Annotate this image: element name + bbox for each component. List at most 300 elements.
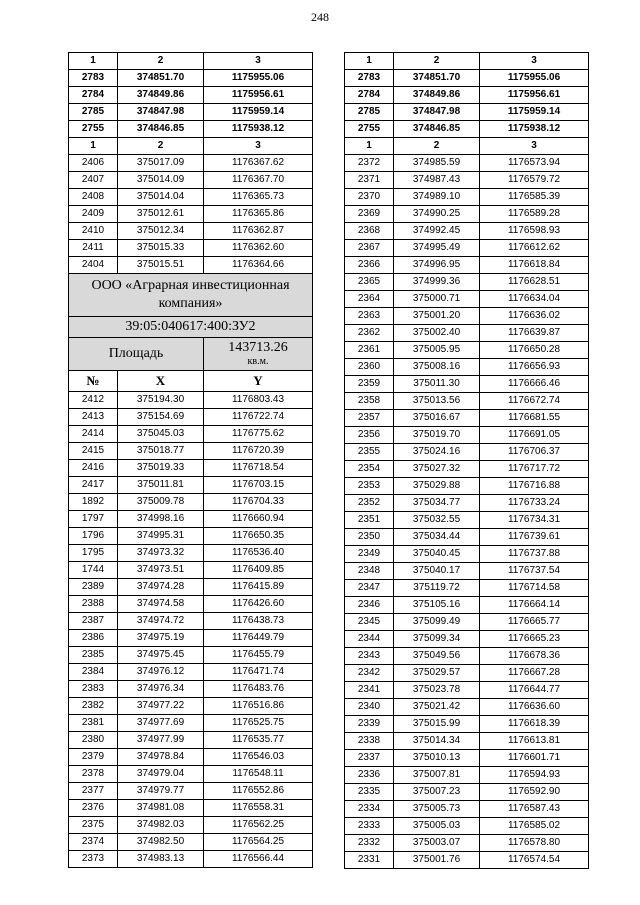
x-coordinate: 375005.95 <box>394 342 480 359</box>
y-coordinate: 1176618.39 <box>480 716 589 733</box>
table-row <box>69 630 313 647</box>
y-coordinate: 1176598.93 <box>480 223 589 240</box>
y-coordinate: 1176585.02 <box>480 818 589 835</box>
x-coordinate: 374978.84 <box>118 749 204 766</box>
table-row <box>345 189 589 206</box>
x-coordinate: 374849.86 <box>394 87 480 104</box>
area-value: 143713.26 <box>228 340 288 355</box>
y-coordinate: 1176634.04 <box>480 291 589 308</box>
table-row <box>345 155 589 172</box>
point-number: 2359 <box>345 376 394 393</box>
point-number: 2408 <box>69 189 118 206</box>
table-row <box>345 223 589 240</box>
y-coordinate: 1176739.61 <box>480 529 589 546</box>
x-coordinate: 375005.73 <box>394 801 480 818</box>
point-number: 2366 <box>345 257 394 274</box>
y-coordinate: 1176667.28 <box>480 665 589 682</box>
table-row <box>345 87 589 104</box>
point-number: 2387 <box>69 613 118 630</box>
point-number: 2389 <box>69 579 118 596</box>
table-row <box>345 461 589 478</box>
point-number: 2356 <box>345 427 394 444</box>
x-coordinate: 375019.70 <box>394 427 480 444</box>
x-coordinate: 374995.49 <box>394 240 480 257</box>
y-coordinate: 1176734.31 <box>480 512 589 529</box>
point-number: 2367 <box>345 240 394 257</box>
point-number: 2384 <box>69 664 118 681</box>
column-header-2: 2 <box>394 53 480 70</box>
x-coordinate: 374995.31 <box>118 528 204 545</box>
point-number: 2785 <box>69 104 118 121</box>
table-row <box>345 801 589 818</box>
table-row <box>69 70 313 87</box>
y-coordinate: 1176691.05 <box>480 427 589 444</box>
y-coordinate: 1176722.74 <box>204 409 313 426</box>
y-coordinate: 1176409.85 <box>204 562 313 579</box>
table-row <box>345 240 589 257</box>
point-number: 2332 <box>345 835 394 852</box>
table-row <box>345 53 589 70</box>
column-header-1: 1 <box>69 138 118 155</box>
point-number: 2380 <box>69 732 118 749</box>
x-coordinate: 375007.23 <box>394 784 480 801</box>
table-row <box>345 767 589 784</box>
point-number: 2378 <box>69 766 118 783</box>
point-number: 2370 <box>345 189 394 206</box>
x-coordinate: 375007.81 <box>394 767 480 784</box>
x-coordinate: 375014.34 <box>394 733 480 750</box>
y-coordinate: 1176612.62 <box>480 240 589 257</box>
y-coordinate: 1176455.79 <box>204 647 313 664</box>
y-coordinate: 1176703.15 <box>204 477 313 494</box>
table-row <box>69 392 313 409</box>
point-number: 2361 <box>345 342 394 359</box>
x-coordinate: 375040.17 <box>394 563 480 580</box>
x-coordinate: 375029.88 <box>394 478 480 495</box>
area-unit: кв.м. <box>247 356 269 367</box>
x-coordinate: 375001.20 <box>394 308 480 325</box>
table-row <box>345 274 589 291</box>
table-row <box>345 478 589 495</box>
table-row <box>69 409 313 426</box>
table-row <box>69 240 313 257</box>
point-number: 2783 <box>69 70 118 87</box>
company-name: ООО «Аграрная инвестиционная компания» <box>69 274 313 317</box>
point-number: 2385 <box>69 647 118 664</box>
point-number: 2343 <box>345 648 394 665</box>
page-number: 248 <box>311 10 329 24</box>
point-number: 2377 <box>69 783 118 800</box>
x-coordinate: 374977.69 <box>118 715 204 732</box>
x-coordinate: 374974.72 <box>118 613 204 630</box>
point-number: 2375 <box>69 817 118 834</box>
y-coordinate: 1176665.23 <box>480 631 589 648</box>
x-coordinate: 375005.03 <box>394 818 480 835</box>
x-coordinate: 374977.99 <box>118 732 204 749</box>
y-coordinate: 1176516.86 <box>204 698 313 715</box>
table-row <box>345 614 589 631</box>
y-coordinate: 1176650.35 <box>204 528 313 545</box>
table-row <box>345 665 589 682</box>
x-coordinate: 375012.61 <box>118 206 204 223</box>
x-coordinate: 375002.40 <box>394 325 480 342</box>
x-coordinate: 374985.59 <box>394 155 480 172</box>
y-coordinate: 1176717.72 <box>480 461 589 478</box>
y-coordinate: 1175955.06 <box>480 70 589 87</box>
x-coordinate: 374976.12 <box>118 664 204 681</box>
y-coordinate: 1175959.14 <box>480 104 589 121</box>
y-coordinate: 1176574.54 <box>480 852 589 869</box>
table-row <box>69 698 313 715</box>
point-number: 2785 <box>345 104 394 121</box>
table-row <box>69 172 313 189</box>
table-row <box>69 817 313 834</box>
point-number: 2373 <box>69 851 118 868</box>
x-coordinate: 374846.85 <box>394 121 480 138</box>
point-number: 2355 <box>345 444 394 461</box>
point-number: 2784 <box>69 87 118 104</box>
table-row <box>345 529 589 546</box>
table-row <box>345 308 589 325</box>
left-coordinate-table <box>68 52 313 868</box>
table-row <box>345 546 589 563</box>
y-coordinate: 1176587.43 <box>480 801 589 818</box>
y-coordinate: 1176578.80 <box>480 835 589 852</box>
point-number: 2339 <box>345 716 394 733</box>
table-row <box>345 359 589 376</box>
x-coordinate: 374982.50 <box>118 834 204 851</box>
point-number: 2376 <box>69 800 118 817</box>
x-coordinate: 375010.13 <box>394 750 480 767</box>
point-number: 2334 <box>345 801 394 818</box>
column-header-3: 3 <box>480 138 589 155</box>
x-coordinate: 375027.32 <box>394 461 480 478</box>
table-row <box>69 511 313 528</box>
y-coordinate: 1176573.94 <box>480 155 589 172</box>
table-row <box>69 647 313 664</box>
x-coordinate: 374979.77 <box>118 783 204 800</box>
table-row <box>69 477 313 494</box>
column-header-3: 3 <box>480 53 589 70</box>
point-number: 2383 <box>69 681 118 698</box>
y-coordinate: 1176535.77 <box>204 732 313 749</box>
cadastral-number: 39:05:040617:400:ЗУ2 <box>69 317 313 338</box>
table-row <box>69 371 313 392</box>
x-coordinate: 374989.10 <box>394 189 480 206</box>
table-row <box>345 291 589 308</box>
point-number: 2362 <box>345 325 394 342</box>
y-coordinate: 1176665.77 <box>480 614 589 631</box>
y-coordinate: 1176589.28 <box>480 206 589 223</box>
y-coordinate: 1176716.88 <box>480 478 589 495</box>
parcel-row <box>69 317 313 338</box>
table-row <box>69 681 313 698</box>
y-coordinate: 1176365.86 <box>204 206 313 223</box>
y-coordinate: 1176681.55 <box>480 410 589 427</box>
table-row <box>69 528 313 545</box>
table-row <box>345 495 589 512</box>
table-row <box>345 70 589 87</box>
table-row <box>69 87 313 104</box>
y-coordinate: 1176737.54 <box>480 563 589 580</box>
point-number: 2411 <box>69 240 118 257</box>
x-coordinate: 375032.55 <box>394 512 480 529</box>
point-number: 2365 <box>345 274 394 291</box>
x-coordinate: 375034.44 <box>394 529 480 546</box>
y-coordinate: 1175959.14 <box>204 104 313 121</box>
table-row <box>69 257 313 274</box>
x-coordinate: 375008.16 <box>394 359 480 376</box>
y-coordinate: 1176672.74 <box>480 393 589 410</box>
table-row <box>69 53 313 70</box>
table-row <box>345 563 589 580</box>
table-row <box>345 376 589 393</box>
y-coordinate: 1176650.28 <box>480 342 589 359</box>
y-coordinate: 1176718.54 <box>204 460 313 477</box>
x-coordinate: 375000.71 <box>394 291 480 308</box>
y-coordinate: 1176678.36 <box>480 648 589 665</box>
y-coordinate: 1176367.62 <box>204 155 313 172</box>
point-number: 2352 <box>345 495 394 512</box>
x-coordinate: 374976.34 <box>118 681 204 698</box>
point-number: 2388 <box>69 596 118 613</box>
point-number: 2368 <box>345 223 394 240</box>
x-coordinate: 375011.30 <box>394 376 480 393</box>
x-coordinate: 374992.45 <box>394 223 480 240</box>
point-number: 2346 <box>345 597 394 614</box>
y-coordinate: 1176775.62 <box>204 426 313 443</box>
point-number: 2363 <box>345 308 394 325</box>
y-coordinate: 1176664.14 <box>480 597 589 614</box>
area-value-cell <box>204 338 313 371</box>
x-coordinate: 375049.56 <box>394 648 480 665</box>
x-coordinate: 374974.28 <box>118 579 204 596</box>
table-row <box>69 138 313 155</box>
x-header: X <box>118 371 204 392</box>
column-header-3: 3 <box>204 53 313 70</box>
y-coordinate: 1176803.43 <box>204 392 313 409</box>
x-coordinate: 374973.32 <box>118 545 204 562</box>
x-coordinate: 375099.34 <box>394 631 480 648</box>
x-coordinate: 375024.16 <box>394 444 480 461</box>
table-row <box>345 512 589 529</box>
y-coordinate: 1176546.03 <box>204 749 313 766</box>
y-coordinate: 1176733.24 <box>480 495 589 512</box>
x-coordinate: 375040.45 <box>394 546 480 563</box>
y-coordinate: 1175956.61 <box>480 87 589 104</box>
area-label: Площадь <box>69 338 204 371</box>
y-coordinate: 1176613.81 <box>480 733 589 750</box>
point-number: 2349 <box>345 546 394 563</box>
x-coordinate: 375015.99 <box>394 716 480 733</box>
table-row <box>345 699 589 716</box>
x-coordinate: 375015.51 <box>118 257 204 274</box>
table-row <box>69 494 313 511</box>
table-row <box>69 766 313 783</box>
x-coordinate: 375014.04 <box>118 189 204 206</box>
point-number: 2412 <box>69 392 118 409</box>
table-row <box>345 733 589 750</box>
y-coordinate: 1176548.11 <box>204 766 313 783</box>
x-coordinate: 375013.56 <box>394 393 480 410</box>
x-coordinate: 375003.07 <box>394 835 480 852</box>
y-coordinate: 1176660.94 <box>204 511 313 528</box>
point-number: 2358 <box>345 393 394 410</box>
table-row <box>345 206 589 223</box>
point-number: 2374 <box>69 834 118 851</box>
x-coordinate: 374849.86 <box>118 87 204 104</box>
table-row <box>69 545 313 562</box>
point-number: 1797 <box>69 511 118 528</box>
x-coordinate: 374851.70 <box>118 70 204 87</box>
point-number: 2371 <box>345 172 394 189</box>
y-coordinate: 1176566.44 <box>204 851 313 868</box>
point-number: 2413 <box>69 409 118 426</box>
y-coordinate: 1175938.12 <box>204 121 313 138</box>
x-coordinate: 375009.78 <box>118 494 204 511</box>
x-coordinate: 374982.03 <box>118 817 204 834</box>
point-number: 2344 <box>345 631 394 648</box>
table-row <box>345 342 589 359</box>
y-coordinate: 1176594.93 <box>480 767 589 784</box>
point-number: 2337 <box>345 750 394 767</box>
x-coordinate: 374973.51 <box>118 562 204 579</box>
table-row <box>345 835 589 852</box>
column-header-3: 3 <box>204 138 313 155</box>
table-row <box>69 834 313 851</box>
table-row <box>345 852 589 869</box>
point-number: 1796 <box>69 528 118 545</box>
x-coordinate: 374990.25 <box>394 206 480 223</box>
y-coordinate: 1176636.02 <box>480 308 589 325</box>
x-coordinate: 374847.98 <box>118 104 204 121</box>
point-number: 1795 <box>69 545 118 562</box>
point-number: 2342 <box>345 665 394 682</box>
y-coordinate: 1176656.93 <box>480 359 589 376</box>
x-coordinate: 374977.22 <box>118 698 204 715</box>
y-coordinate: 1176714.58 <box>480 580 589 597</box>
point-number: 2372 <box>345 155 394 172</box>
column-header-2: 2 <box>118 138 204 155</box>
y-coordinate: 1175955.06 <box>204 70 313 87</box>
x-coordinate: 374999.36 <box>394 274 480 291</box>
y-coordinate: 1176426.60 <box>204 596 313 613</box>
table-row <box>345 818 589 835</box>
y-coordinate: 1176639.87 <box>480 325 589 342</box>
x-coordinate: 374847.98 <box>394 104 480 121</box>
point-number: 2341 <box>345 682 394 699</box>
table-row <box>69 749 313 766</box>
x-coordinate: 375045.03 <box>118 426 204 443</box>
y-coordinate: 1176706.37 <box>480 444 589 461</box>
x-coordinate: 375099.49 <box>394 614 480 631</box>
x-coordinate: 375105.16 <box>394 597 480 614</box>
x-coordinate: 375012.34 <box>118 223 204 240</box>
y-header: Y <box>204 371 313 392</box>
x-coordinate: 374975.45 <box>118 647 204 664</box>
table-row <box>69 613 313 630</box>
point-number: 2407 <box>69 172 118 189</box>
y-coordinate: 1175938.12 <box>480 121 589 138</box>
table-row <box>345 682 589 699</box>
point-number: 2414 <box>69 426 118 443</box>
point-number: 2336 <box>345 767 394 784</box>
point-number: 2381 <box>69 715 118 732</box>
point-number: 2360 <box>345 359 394 376</box>
y-coordinate: 1176592.90 <box>480 784 589 801</box>
x-coordinate: 375194.30 <box>118 392 204 409</box>
point-number: 2347 <box>345 580 394 597</box>
y-coordinate: 1176628.51 <box>480 274 589 291</box>
y-coordinate: 1176365.73 <box>204 189 313 206</box>
table-row <box>345 121 589 138</box>
y-coordinate: 1176362.60 <box>204 240 313 257</box>
point-number: 2415 <box>69 443 118 460</box>
x-coordinate: 375001.76 <box>394 852 480 869</box>
column-header-1: 1 <box>69 53 118 70</box>
x-coordinate: 375023.78 <box>394 682 480 699</box>
table-row <box>69 443 313 460</box>
point-number: 2404 <box>69 257 118 274</box>
area-row <box>69 338 313 371</box>
table-row <box>345 750 589 767</box>
x-coordinate: 375021.42 <box>394 699 480 716</box>
table-row <box>345 172 589 189</box>
table-row <box>345 325 589 342</box>
y-coordinate: 1176438.73 <box>204 613 313 630</box>
table-row <box>69 562 313 579</box>
y-coordinate: 1176525.75 <box>204 715 313 732</box>
x-coordinate: 375011.81 <box>118 477 204 494</box>
x-coordinate: 375018.77 <box>118 443 204 460</box>
point-number: 2410 <box>69 223 118 240</box>
company-row <box>69 274 313 317</box>
y-coordinate: 1176585.39 <box>480 189 589 206</box>
table-row <box>345 410 589 427</box>
point-number: 2784 <box>345 87 394 104</box>
x-coordinate: 374974.58 <box>118 596 204 613</box>
point-number: 2340 <box>345 699 394 716</box>
table-row <box>69 121 313 138</box>
y-coordinate: 1176636.60 <box>480 699 589 716</box>
y-coordinate: 1176562.25 <box>204 817 313 834</box>
y-coordinate: 1176558.31 <box>204 800 313 817</box>
y-coordinate: 1176720.39 <box>204 443 313 460</box>
table-row <box>345 597 589 614</box>
table-row <box>345 716 589 733</box>
table-row <box>69 223 313 240</box>
point-number: 2386 <box>69 630 118 647</box>
table-row <box>69 579 313 596</box>
table-row <box>345 631 589 648</box>
point-number: 2354 <box>345 461 394 478</box>
x-coordinate: 375017.09 <box>118 155 204 172</box>
point-number: 2338 <box>345 733 394 750</box>
point-number: 1744 <box>69 562 118 579</box>
x-coordinate: 374975.19 <box>118 630 204 647</box>
x-coordinate: 374996.95 <box>394 257 480 274</box>
point-number: 2335 <box>345 784 394 801</box>
point-number: 2364 <box>345 291 394 308</box>
y-coordinate: 1176536.40 <box>204 545 313 562</box>
y-coordinate: 1176415.89 <box>204 579 313 596</box>
x-coordinate: 375015.33 <box>118 240 204 257</box>
table-row <box>345 648 589 665</box>
table-row <box>69 783 313 800</box>
table-row <box>345 427 589 444</box>
point-number: 2350 <box>345 529 394 546</box>
column-header-2: 2 <box>118 53 204 70</box>
